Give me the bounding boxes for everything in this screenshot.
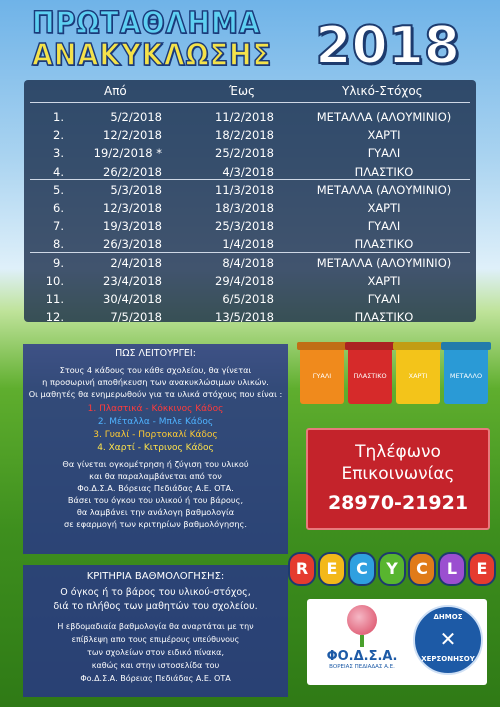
row-material: ΓΥΑΛΙ xyxy=(367,292,401,306)
how-body-1: Θα γίνεται ογκομέτρηση ή ζύγιση του υλικού xyxy=(62,459,249,469)
row-material: ΧΑΡΤΙ xyxy=(367,128,401,143)
row-from: 30/4/2018 xyxy=(103,292,162,306)
bin-paper-label: ΧΑΡΤΙ xyxy=(408,372,428,380)
col-material: Υλικό-Στόχος xyxy=(342,84,423,98)
row-material: ΧΑΡΤΙ xyxy=(367,201,401,215)
recycle-letter: R xyxy=(288,552,316,586)
row-number: 8. xyxy=(53,237,64,252)
bin-plastic xyxy=(348,346,392,404)
bin-metal-label: ΜΕΤΑΛΛΟ xyxy=(449,372,483,380)
row-from: 7/5/2018 xyxy=(110,310,162,325)
sponsor-logos xyxy=(307,599,487,685)
how-heading: ΠΩΣ ΛΕΙΤΟΥΡΓΕΙ: xyxy=(115,348,196,359)
bin-item-glass: 3. Γυαλί - Πορτοκαλί Κάδος xyxy=(93,430,218,440)
criteria-panel xyxy=(23,565,288,697)
contact-line-2: Επικοινωνίας xyxy=(341,464,455,484)
row-number: 6. xyxy=(53,201,64,215)
row-from: 5/2/2018 xyxy=(110,110,162,124)
how-body-5: θα λαμβάνει την ανάλογη βαθμολογία xyxy=(76,507,235,517)
how-intro-2: η προσωρινή αποθήκευση των ανακυκλώσιμων υλικών. xyxy=(42,377,269,387)
row-number: 12. xyxy=(45,310,64,325)
criteria-note-3: των σχολείων στον ειδικό πίνακα, xyxy=(87,648,224,657)
row-to: 4/3/2018 xyxy=(222,164,274,179)
recycling-bins xyxy=(298,342,490,410)
criteria-note-5: Φο.Δ.Σ.Α. Βόρειας Πεδιάδας Α.Ε. ΟΤΑ xyxy=(80,674,231,683)
col-from: Από xyxy=(104,84,127,98)
table-row xyxy=(24,181,476,198)
table-row xyxy=(24,108,476,125)
row-material: ΠΛΑΣΤΙΚΟ xyxy=(354,164,414,179)
how-it-works-panel xyxy=(23,344,288,554)
row-from: 19/3/2018 xyxy=(103,219,162,234)
row-number: 3. xyxy=(53,146,64,161)
row-to: 18/3/2018 xyxy=(215,201,274,215)
row-to: 18/2/2018 xyxy=(215,128,274,143)
row-from: 12/2/2018 xyxy=(103,128,162,143)
col-to: Έως xyxy=(229,84,256,98)
row-from: 2/4/2018 xyxy=(110,255,162,270)
dimos-bottom: ΧΕΡΣΟΝΗΣΟΥ xyxy=(421,655,475,663)
table-row xyxy=(24,217,476,234)
recycle-mascots xyxy=(282,540,496,590)
row-number: 1. xyxy=(53,110,64,124)
row-to: 6/5/2018 xyxy=(222,292,274,306)
row-number: 9. xyxy=(53,255,64,270)
recycle-letter: Y xyxy=(378,552,406,586)
row-to: 25/2/2018 xyxy=(215,146,274,161)
row-to: 11/3/2018 xyxy=(215,182,274,197)
row-to: 8/4/2018 xyxy=(222,255,274,270)
row-from: 5/3/2018 xyxy=(110,182,162,197)
dimos-top: ΔΗΜΟΣ xyxy=(433,613,463,621)
row-number: 10. xyxy=(45,273,64,288)
row-to: 29/4/2018 xyxy=(215,273,274,288)
row-from: 26/3/2018 xyxy=(103,237,162,252)
table-header xyxy=(24,80,476,102)
row-material: ΧΑΡΤΙ xyxy=(367,273,401,288)
how-intro-3: Οι μαθητές θα ενημερωθούν για τα υλικά στόχους που είναι : xyxy=(28,389,283,399)
contact-phone[interactable]: 28970-21921 xyxy=(327,492,469,514)
row-to: 25/3/2018 xyxy=(215,219,274,234)
row-number: 4. xyxy=(53,164,64,179)
row-material: ΠΛΑΣΤΙΚΟ xyxy=(354,310,414,325)
row-number: 5. xyxy=(53,182,64,197)
year: 2018 xyxy=(315,16,460,76)
table-row xyxy=(24,199,476,216)
bin-item-metal: 2. Μέταλλα - Μπλε Κάδος xyxy=(97,417,214,427)
bin-item-plastic: 1. Πλαστικά - Κόκκινος Κάδος xyxy=(87,404,224,414)
criteria-line-1: Ο όγκος ή το βάρος του υλικού-στόχος, xyxy=(60,587,251,598)
contact-line-1: Τηλέφωνο xyxy=(355,442,441,462)
row-number: 11. xyxy=(45,292,64,306)
bin-glass-label: ΓΥΑΛΙ xyxy=(312,372,332,380)
boat-icon: ✕ xyxy=(439,627,457,651)
table-row xyxy=(24,272,476,289)
criteria-note-2: επίβλεψη απο τους επιμέρους υπεύθυνους xyxy=(71,635,240,644)
recycle-letter: L xyxy=(438,552,466,586)
table-row xyxy=(24,126,476,143)
how-body-4: Βάσει του όγκου του υλικού ή του βάρους, xyxy=(67,495,244,505)
row-material: ΠΛΑΣΤΙΚΟ xyxy=(354,237,414,252)
fodsa-subtitle: ΒΟΡΕΙΑΣ ΠΕΔΙΑΔΑΣ Α.Ε. xyxy=(329,664,395,670)
row-material: ΓΥΑΛΙ xyxy=(367,146,401,161)
how-body-2: και θα παραλαμβάνεται από τον xyxy=(89,471,222,481)
table-row xyxy=(24,144,476,161)
row-to: 11/2/2018 xyxy=(215,110,274,124)
row-to: 1/4/2018 xyxy=(222,237,274,252)
schedule-table xyxy=(24,80,476,325)
bin-glass xyxy=(300,346,344,404)
group-divider xyxy=(30,179,470,180)
row-material: ΜΕΤΑΛΛΑ (ΑΛΟΥΜΙΝΙΟ) xyxy=(316,182,452,197)
how-body-6: σε εφαρμογή των κριτηρίων βαθμολόγησης. xyxy=(64,519,247,529)
fodsa-logo xyxy=(315,605,409,681)
criteria-line-2: διά το πλήθος των μαθητών του σχολείου. xyxy=(53,601,258,612)
row-from: 19/2/2018 * xyxy=(93,146,162,161)
title-line-2: ΑΝΑΚΥΚΛΩΣΗΣ xyxy=(32,38,273,73)
recycle-letter: E xyxy=(318,552,346,586)
row-from: 26/2/2018 xyxy=(103,164,162,179)
bin-paper xyxy=(396,346,440,404)
row-material: ΜΕΤΑΛΛΑ (ΑΛΟΥΜΙΝΙΟ) xyxy=(316,255,452,270)
how-intro-1: Στους 4 κάδους του κάθε σχολείου, θα γίνεται xyxy=(59,365,252,375)
table-row xyxy=(24,235,476,252)
bin-plastic-label: ΠΛΑΣΤΙΚΟ xyxy=(353,372,387,380)
balloon-icon xyxy=(347,605,377,635)
bin-metal xyxy=(444,346,488,404)
criteria-heading: ΚΡΙΤΗΡΙΑ ΒΑΘΜΟΛΟΓΗΣΗΣ: xyxy=(86,571,225,582)
row-from: 12/3/2018 xyxy=(103,201,162,215)
table-row xyxy=(24,290,476,307)
title-line-1: ΠΡΩΤΑΘΛΗΜΑ xyxy=(32,6,261,41)
row-material: ΜΕΤΑΛΛΑ (ΑΛΟΥΜΙΝΙΟ) xyxy=(316,110,452,124)
criteria-note-4: καθώς και στην ιστοσελίδα του xyxy=(91,661,220,670)
recycle-letter: C xyxy=(408,552,436,586)
table-row xyxy=(24,254,476,271)
municipality-logo xyxy=(413,605,483,675)
row-to: 13/5/2018 xyxy=(215,310,274,325)
fodsa-name: ΦΟ.Δ.Σ.Α. xyxy=(326,649,398,664)
recycle-letter: E xyxy=(468,552,496,586)
table-row xyxy=(24,308,476,325)
row-material: ΓΥΑΛΙ xyxy=(367,219,401,234)
group-divider xyxy=(30,252,470,253)
how-body-3: Φο.Δ.Σ.Α. Βόρειας Πεδιάδας Α.Ε. ΟΤΑ. xyxy=(77,483,234,493)
table-row xyxy=(24,163,476,180)
recycle-letter: C xyxy=(348,552,376,586)
criteria-note-1: Η εβδομαδιαία βαθμολογία θα αναρτάται με την xyxy=(57,622,254,631)
bin-item-paper: 4. Χαρτί - Κιτρινος Κάδος xyxy=(97,443,214,453)
contact-box xyxy=(306,428,490,530)
row-from: 23/4/2018 xyxy=(103,273,162,288)
row-number: 2. xyxy=(53,128,64,143)
header-divider xyxy=(30,102,470,103)
row-number: 7. xyxy=(53,219,64,234)
